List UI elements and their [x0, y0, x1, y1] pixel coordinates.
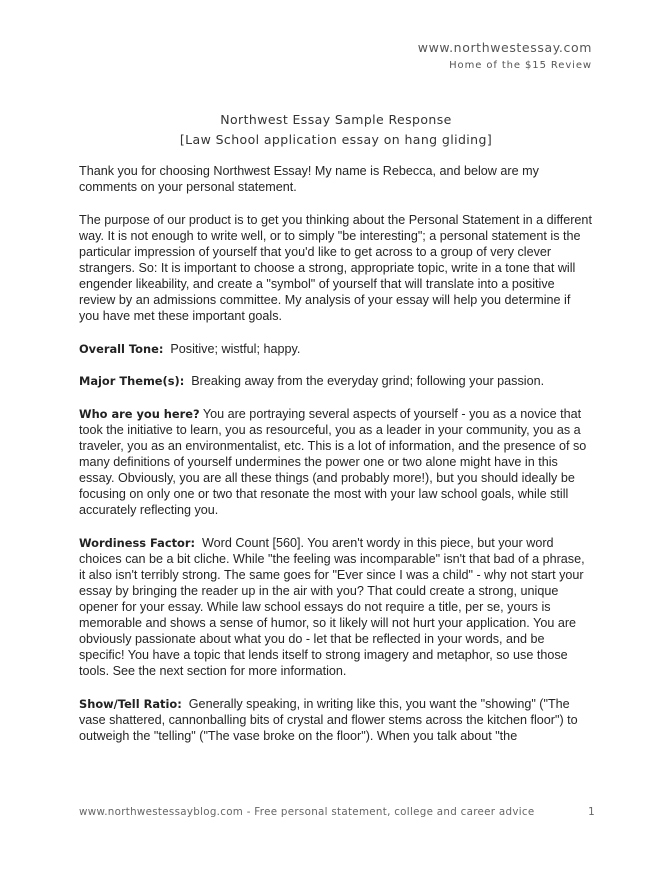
footer-text: www.northwestessayblog.com - Free personal statement, college and career advice	[79, 806, 535, 818]
section-label: Who are you here?	[79, 406, 200, 421]
section-major-themes	[79, 373, 593, 389]
section-who-are-you	[79, 406, 593, 519]
purpose-paragraph: The purpose of our product is to get you thinking about the Personal Statement in a different way. It is not enough to write well, or to simply "be interesting"; a personal statement is the particular impression of yourself that you'd like to get across to a group of very clever strangers. So: It is important to choose a strong, appropriate topic, write in a tone that will engender likeability, and create a "symbol" of yourself that will translate into a positive review by an admissions committee. My analysis of your essay will help you determine if you have met these important goals.	[79, 212, 592, 324]
document-body	[79, 163, 593, 761]
site-tagline: Home of the $15 Review	[449, 60, 592, 71]
section-text: Positive; wistful; happy.	[170, 341, 301, 356]
document-subtitle: [Law School application essay on hang gliding]	[179, 132, 493, 147]
document-title: Northwest Essay Sample Response	[220, 112, 452, 127]
section-label: Wordiness Factor:	[79, 535, 196, 550]
site-header	[418, 40, 592, 73]
intro-paragraph: Thank you for choosing Northwest Essay! My name is Rebecca, and below are my comments on your personal statement.	[79, 164, 539, 195]
section-text: You are portraying several aspects of yourself - you as a novice that took the initiative to learn, you as resourceful, you as a leader in your community, you as a traveler, you as an environmentalist, etc. This is a lot of information, and the presence of so many definitions of yourself undermines the power one or two alone might have in this essay. Obviously, you are all these things (and probably more!), but you should ideally be focusing on only one or two that resonate the most with your law school goals, while still accurately reflecting you.	[79, 406, 587, 518]
section-text: Word Count [560]. You aren't wordy in this piece, but your word choices can be a bit cliche. While "the feeling was incomparable" isn't that bad of a phrase, it also isn't terribly strong. The same goes for "Ever since I was a child" - why not start your essay by bringing the reader up in the air with you? That could create a strong, unique opener for your essay. While law school essays do not require a title, per se, yours is memorable and shows a sense of humor, so it likely will not hurt your application. You are obviously passionate about what you do - let that be reflected in your words, and be specific! You have a topic that lends itself to strong imagery and metaphor, so use those tools. See the next section for more information.	[79, 535, 585, 679]
section-label: Major Theme(s):	[79, 374, 185, 389]
section-overall-tone	[79, 341, 593, 357]
section-wordiness-factor	[79, 535, 593, 680]
document-titles	[0, 110, 672, 150]
page-number: 1	[588, 806, 595, 818]
section-text: Breaking away from the everyday grind; following your passion.	[191, 374, 545, 389]
section-show-tell-ratio	[79, 696, 593, 744]
section-text: Generally speaking, in writing like this, you want the "showing" ("The vase shattered, cannonballing bits of crystal and flower stems across the kitchen floor") to outweigh the "telling" ("The vase broke on the floor"). When you talk about "the	[79, 696, 578, 744]
site-url[interactable]: www.northwestessay.com	[417, 40, 592, 55]
section-label: Overall Tone:	[79, 341, 164, 356]
section-label: Show/Tell Ratio:	[79, 696, 182, 711]
